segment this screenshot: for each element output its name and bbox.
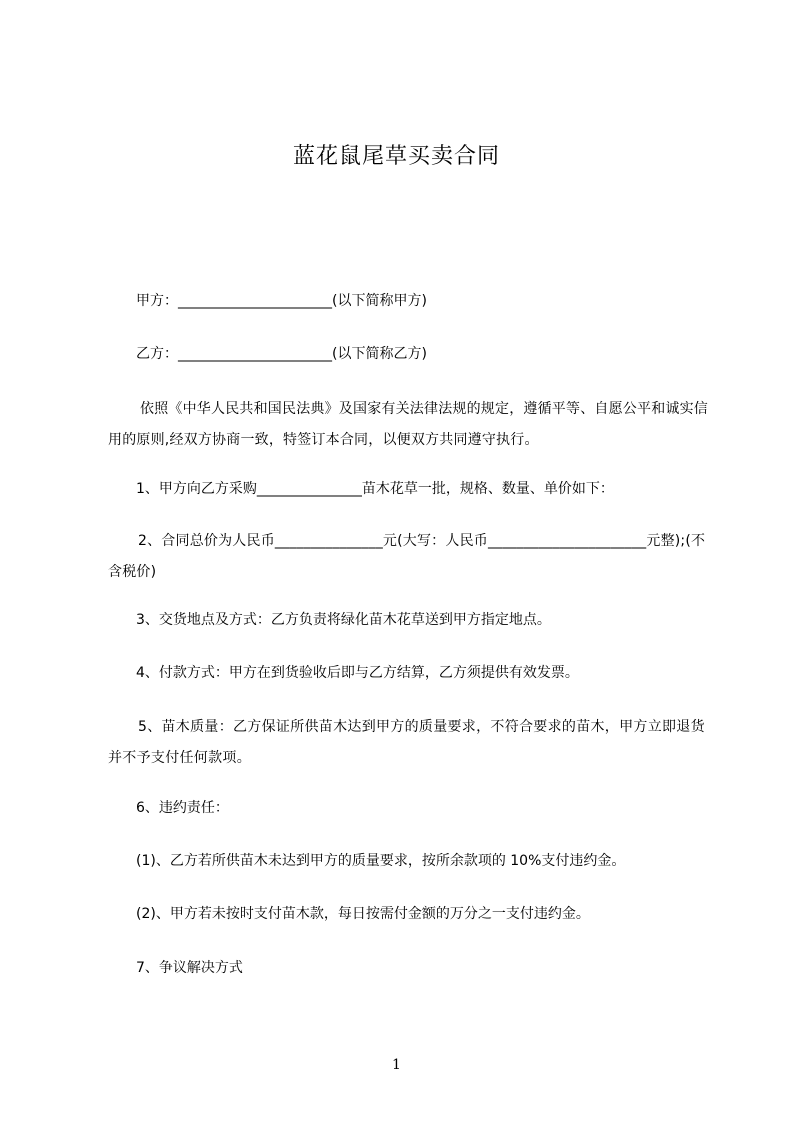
contract-title: 蓝花鼠尾草买卖合同 — [292, 144, 500, 169]
party-a-line: 甲方：______________________(以下简称甲方) — [136, 293, 427, 309]
clause-6: 6、违约责任： — [136, 800, 229, 816]
clause-6-1: (1)、乙方若所供苗木未达到甲方的质量要求，按所余款项的 10%支付违约金。 — [136, 853, 626, 869]
clause-3: 3、交货地点及方式：乙方负责将绿化苗木花草送到甲方指定地点。 — [136, 612, 551, 628]
clause-1: 1、甲方向乙方采购_______________苗木花草一批，规格、数量、单价如下： — [136, 481, 614, 497]
page-number: 1 — [392, 1057, 401, 1073]
clause-4: 4、付款方式：甲方在到货验收后即与乙方结算，乙方须提供有效发票。 — [136, 665, 579, 681]
preamble-paragraph: 依照《中华人民共和国民法典》及国家有关法律法规的规定，遵循平等、自愿公平和诚实信用的原则,经双方协商一致，特签订本合同，以便双方共同遵守执行。 — [108, 401, 708, 448]
party-b-line: 乙方：______________________(以下简称乙方) — [136, 346, 427, 362]
clause-6-2: (2)、甲方若未按时支付苗木款，每日按需付金额的万分之一支付违约金。 — [136, 906, 590, 922]
clause-7: 7、争议解决方式 — [136, 960, 243, 976]
clause-5: 5、苗木质量：乙方保证所供苗木达到甲方的质量要求，不符合要求的苗木，甲方立即退货并不予支付任何款项。 — [108, 719, 705, 766]
clause-2: 2、合同总价为人民币_______________元(大写：人民币______________________元整);(不含税价) — [108, 533, 706, 580]
